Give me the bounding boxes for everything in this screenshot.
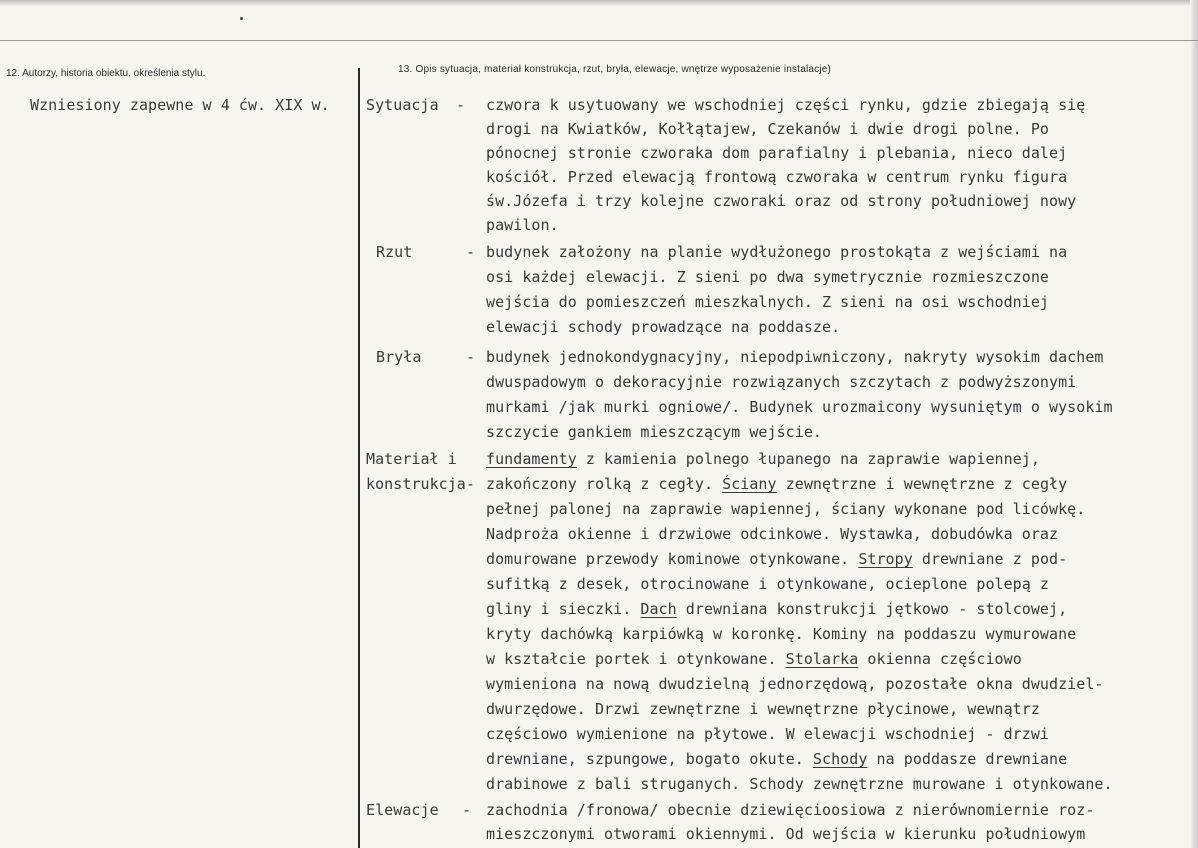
scan-speck xyxy=(240,17,243,20)
text-line: elewacji schody prowadzące na poddasze. xyxy=(486,318,841,336)
scan-edge-top xyxy=(0,0,1198,6)
section-label-material: Materiał i xyxy=(366,450,457,468)
underlined-term: Stolarka xyxy=(785,650,859,668)
text-span: zewnętrzne i wewnętrzne z cegły xyxy=(776,475,1068,493)
text-line: wejścia do pomieszczeń mieszkalnych. Z sieni na osi wschodniej xyxy=(486,293,1050,311)
section-label-konstrukcja: konstrukcja- xyxy=(366,475,475,493)
section-label-sytuacja: Sytuacja xyxy=(366,96,439,114)
text-line: wymieniona na nową dwudzielną jednorzędową, pozostałe okna dwudziel- xyxy=(486,675,1104,693)
text-line: czwora k usytuowany we wschodniej części rynku, gdzie zbiegają się xyxy=(486,96,1086,114)
text-span: domurowane przewody kominowe otynkowane. xyxy=(486,550,859,568)
section-dash: - xyxy=(456,96,466,114)
text-line xyxy=(486,750,1067,768)
underlined-term: Dach xyxy=(640,600,677,618)
underlined-term: Ściany xyxy=(722,475,777,493)
text-line: drogi na Kwiatków, Kołłątajew, Czekanów i dwie drogi polne. Po xyxy=(486,120,1050,138)
text-line xyxy=(486,450,1040,468)
text-line xyxy=(486,550,1067,568)
right-column-heading: 13. Opis sytuacja, materiał konstrukcja, rzut, bryła, elewacje, wnętrze wyposażenie instalacje) xyxy=(398,64,832,75)
section-label-bryla: Bryła xyxy=(376,348,422,366)
text-line: kościół. Przed elewacją frontową czworaka w centrum rynku figura xyxy=(486,168,1068,186)
text-span: w kształcie portek i otynkowane. xyxy=(486,650,786,668)
text-span: zakończony rolką z cegły. xyxy=(486,475,723,493)
text-span: gliny i sieczki. xyxy=(486,600,641,618)
text-span: drewniana konstrukcji jętkowo - stolcowej, xyxy=(676,600,1068,618)
underlined-term: Schody xyxy=(812,750,868,768)
text-line: murkami /jak murki ogniowe/. Budynek urozmaicony wysuniętym o wysokim xyxy=(486,398,1113,416)
section-label-rzut: Rzut xyxy=(376,243,413,261)
text-line: św.Józefa i trzy kolejne czworaki oraz od strony południowej nowy xyxy=(486,192,1077,210)
text-line: budynek założony na planie wydłużonego prostokąta z wejściami na xyxy=(486,243,1068,261)
text-line: częściowo wymienione na płytowe. W elewacji wschodniej - drzwi xyxy=(486,725,1050,743)
left-column-heading: 12. Autorzy, historia obiektu, określenia stylu. xyxy=(6,68,206,79)
text-line: zachodnia /fronowa/ obecnie dziewięcioosiowa z nierównomiernie roz- xyxy=(486,801,1095,819)
section-dash: - xyxy=(466,243,476,261)
underlined-term: Stropy xyxy=(858,550,913,568)
text-line xyxy=(486,650,1022,668)
text-span: drewniane, szpungowe, bogato okute. xyxy=(486,750,813,768)
text-line xyxy=(486,600,1067,618)
text-line: dwuspadowym o dekoracyjnie rozwiązanych szczytach z podwyższonymi xyxy=(486,373,1077,391)
text-line: pónocnej stronie czworaka dom parafialny i plebania, nieco dalej xyxy=(486,144,1068,162)
text-line: osi każdej elewacji. Z sieni po dwa symetrycznie rozmieszczone xyxy=(486,268,1050,286)
text-line: szczycie gankiem mieszczącym wejście. xyxy=(486,423,822,441)
text-line: pawilon. xyxy=(486,216,559,234)
section-dash: - xyxy=(462,801,472,819)
scan-edge-right xyxy=(1190,0,1198,848)
text-line: budynek jednokondygnacyjny, niepodpiwniczony, nakryty wysokim dachem xyxy=(486,348,1104,366)
section-label-elewacje: Elewacje xyxy=(366,801,439,819)
dating-note: Wzniesiony zapewne w 4 ćw. XIX w. xyxy=(30,96,330,114)
text-line: sufitką z desek, otrocinowane i otynkowane, ocieplone polepą z xyxy=(486,575,1050,593)
text-line: drabinowe z bali struganych. Schody zewnętrzne murowane i otynkowane. xyxy=(486,775,1113,793)
section-dash: - xyxy=(466,348,476,366)
text-span: z kamienia polnego łupanego na zaprawie wapiennej, xyxy=(576,450,1040,468)
text-line: mieszczonymi otworami okiennymi. Od wejścia w kierunku południowym xyxy=(486,825,1086,843)
form-top-rule xyxy=(0,40,1198,41)
text-line: pełnej palonej na zaprawie wapiennej, ściany wykonane pod licówkę. xyxy=(486,500,1086,518)
underlined-term: fundamenty xyxy=(486,450,577,468)
text-line xyxy=(486,475,1067,493)
text-span: okienna częściowo xyxy=(858,650,1022,668)
text-span: na poddasze drewniane xyxy=(867,750,1068,768)
text-span: drewniane z pod- xyxy=(912,550,1068,568)
text-line: Nadproża okienne i drzwiowe odcinkowe. Wystawka, dobudówka oraz xyxy=(486,525,1059,543)
text-line: dwurzędowe. Drzwi zewnętrzne i wewnętrzne płycinowe, wewnątrz xyxy=(486,700,1040,718)
column-divider xyxy=(358,68,360,848)
text-line: kryty dachówką karpiówką w koronkę. Kominy na poddaszu wymurowane xyxy=(486,625,1077,643)
